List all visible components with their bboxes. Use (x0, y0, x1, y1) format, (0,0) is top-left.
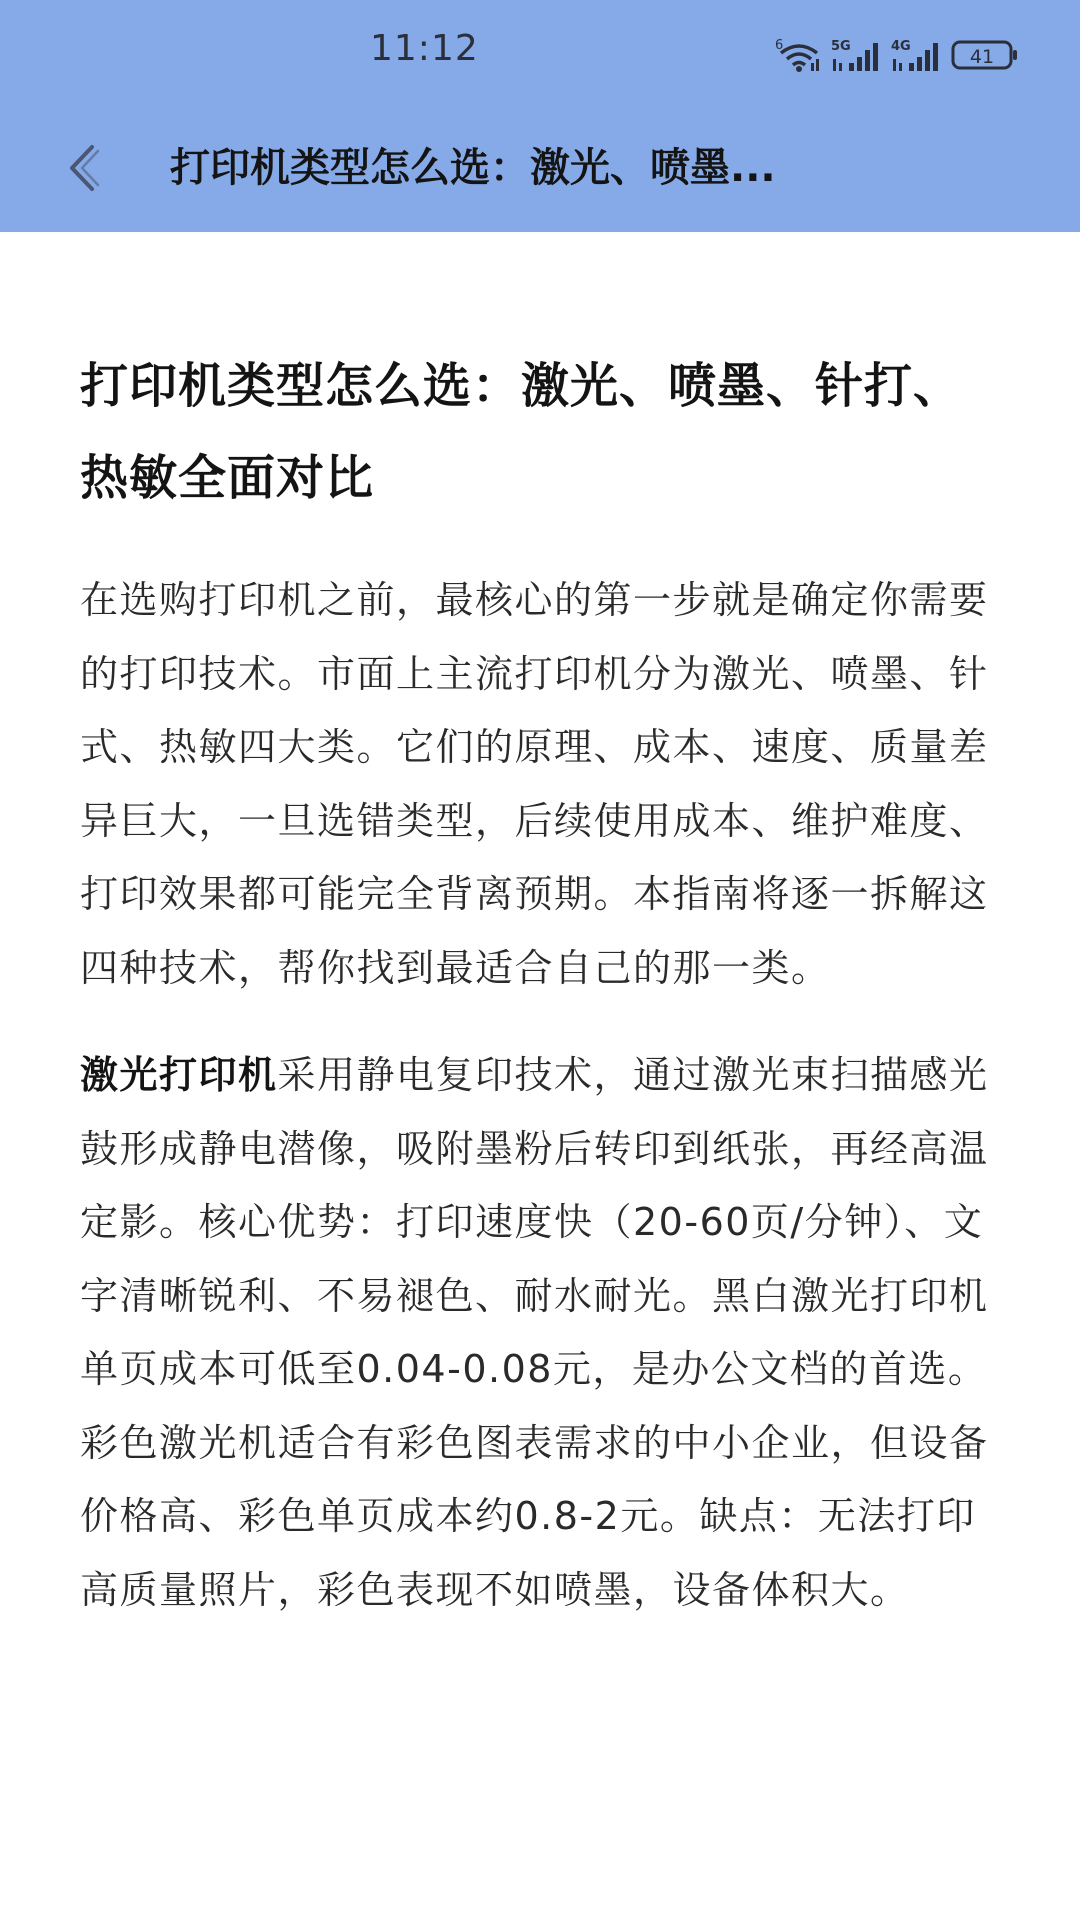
article-title: 打印机类型怎么选：激光、喷墨、针打、热敏全面对比 (80, 358, 963, 506)
battery-icon (951, 37, 1019, 73)
intro-paragraph: 在选购打印机之前，最核心的第一步就是确定你需要的打印技术。市面上主流打印机分为激光、喷墨、针式、热敏四大类。它们的原理、成本、速度、质量差异巨大，一旦选错类型，后续使用成本、维护难度、打印效果都可能完全背离预期。本指南将逐一拆解这四种技术，帮你找到最适合自己的那一类。 (80, 578, 989, 990)
svg-text:41: 41 (969, 46, 995, 68)
article-content (80, 340, 1000, 1627)
nav-title: 打印机类型怎么选：激光、喷墨... (170, 145, 776, 191)
svg-text:4G: 4G (891, 39, 911, 54)
status-bar (0, 0, 1080, 110)
back-button[interactable] (52, 140, 112, 200)
svg-text:5G: 5G (831, 39, 851, 54)
laser-lead: 激光打印机 (80, 1053, 278, 1097)
status-icons (775, 30, 1019, 80)
status-time: 11:12 (370, 28, 479, 69)
signal-5g-icon (831, 37, 881, 73)
laser-body: 采用静电复印技术，通过激光束扫描感光鼓形成静电潜像，吸附墨粉后转印到纸张，再经高温定影。核心优势：打印速度快（20-60页/分钟）、文字清晰锐利、不易褪色、耐水耐光。黑白激光打印机单页成本可低至0.04-0.08元，是办公文档的首选。彩色激光机适合有彩色图表需求的中小企业，但设备价格高、彩色单页成本约0.8-2元。缺点：无法打印高质量照片，彩色表现不如喷墨，设备体积大。 (80, 1053, 989, 1612)
wifi-icon (775, 37, 821, 73)
app-header (0, 0, 1080, 232)
chevron-left-icon (62, 143, 102, 197)
svg-text:6: 6 (775, 38, 784, 53)
signal-4g-icon (891, 37, 941, 73)
title-bar (0, 110, 1080, 232)
laser-paragraph (80, 1039, 1000, 1627)
